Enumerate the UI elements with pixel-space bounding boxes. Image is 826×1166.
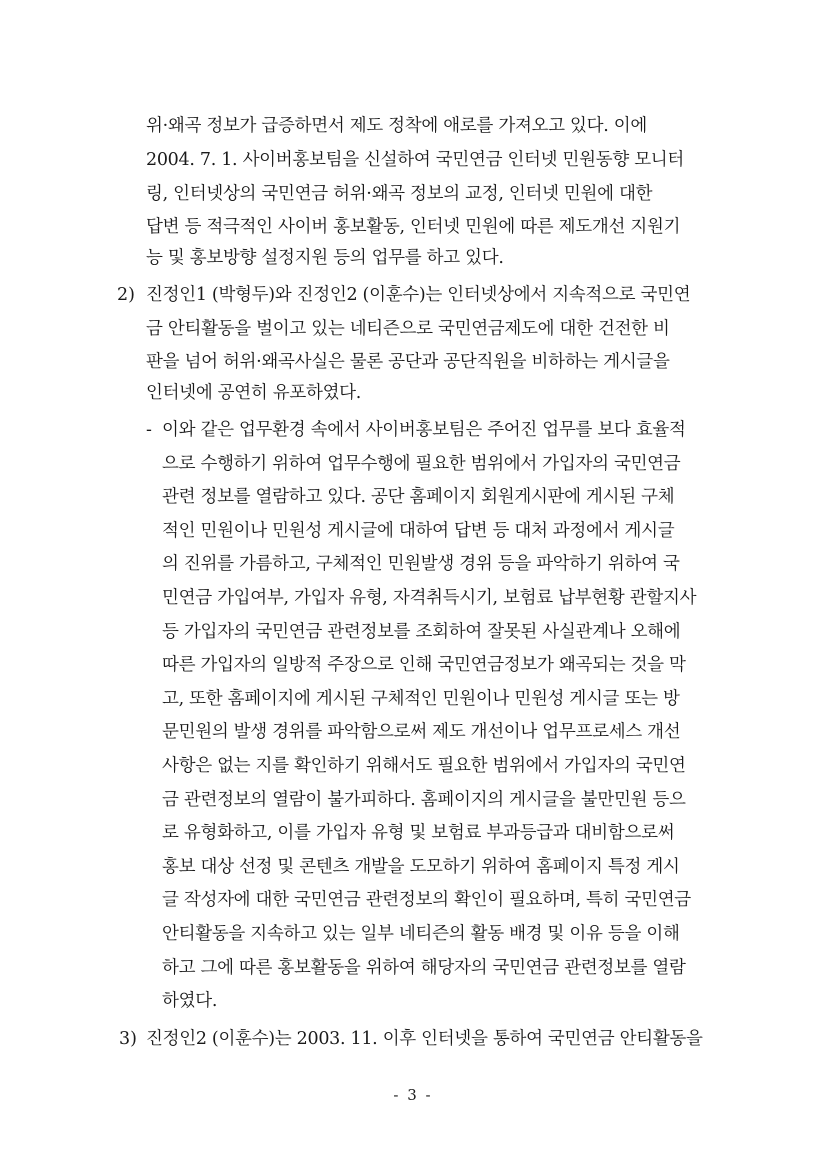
sub-item-line: 하였다. [162,991,218,1011]
paragraph-1-line: 링, 인터넷상의 국민연금 허위·왜곡 정보의 교정, 인터넷 민원에 대한 [146,184,653,204]
sub-item-line: 이와 같은 업무환경 속에서 사이버홍보팀은 주어진 업무를 보다 효율적 [162,420,686,440]
sub-item-dash: - [146,420,152,440]
sub-item-line: 안티활동을 지속하고 있는 일부 네티즌의 활동 배경 및 이유 등을 이해 [162,924,680,944]
sub-item-line: 글 작성자에 대한 국민연금 관련정보의 확인이 필요하며, 특히 국민연금 [162,890,691,910]
item-2-label: 2) [117,285,135,305]
sub-item-line: 적인 민원이나 민원성 게시글에 대하여 답변 등 대처 과정에서 게시글 [162,521,675,541]
sub-item-line: 금 관련정보의 열람이 불가피하다. 홈페이지의 게시글을 불만민원 등으 [162,790,686,810]
sub-item-line: 사항은 없는 지를 확인하기 위해서도 필요한 범위에서 가입자의 국민연 [162,756,686,776]
sub-item-line: 관련 정보를 열람하고 있다. 공단 홈페이지 회원게시판에 게시된 구체 [162,487,675,507]
paragraph-1-line: 위·왜곡 정보가 급증하면서 제도 정착에 애로를 가져오고 있다. 이에 [146,116,647,136]
sub-item-line: 고, 또한 홈페이지에 게시된 구체적인 민원이나 민원성 게시글 또는 방 [162,689,680,709]
sub-item-line: 의 진위를 가름하고, 구체적인 민원발생 경위 등을 파악하기 위하여 국 [162,554,680,574]
sub-item-line: 하고 그에 따른 홍보활동을 위하여 해당자의 국민연금 관련정보를 열람 [162,958,686,978]
paragraph-1-line: 2004. 7. 1. 사이버홍보팀을 신설하여 국민연금 인터넷 민원동향 모니터 [146,150,685,170]
sub-item-line: 따른 가입자의 일방적 주장으로 인해 국민연금정보가 왜곡되는 것을 막 [162,655,686,675]
item-2-line: 진정인1 (박형두)와 진정인2 (이훈수)는 인터넷상에서 지속적으로 국민연 [146,285,691,305]
sub-item-line: 민연금 가입여부, 가입자 유형, 자격취득시기, 보험료 납부현황 관할지사 [162,588,697,608]
sub-item-line: 로 유형화하고, 이를 가입자 유형 및 보험료 부과등급과 대비함으로써 [162,823,675,843]
sub-item-line: 으로 수행하기 위하여 업무수행에 필요한 범위에서 가입자의 국민연금 [162,454,681,474]
paragraph-1-line: 능 및 홍보방향 설정지원 등의 업무를 하고 있다. [146,248,504,268]
page-number: - 3 - [393,1086,433,1104]
item-3-line: 진정인2 (이훈수)는 2003. 11. 이후 인터넷을 통하여 국민연금 안티활동을 [146,1029,703,1049]
sub-item-line: 등 가입자의 국민연금 관련정보를 조회하여 잘못된 사실관계나 오해에 [162,622,681,642]
sub-item-line: 문민원의 발생 경위를 파악함으로써 제도 개선이나 업무프로세스 개선 [162,722,681,742]
item-2-line: 금 안티활동을 벌이고 있는 네티즌으로 국민연금제도에 대한 건전한 비 [146,319,670,339]
paragraph-1-line: 답변 등 적극적인 사이버 홍보활동, 인터넷 민원에 따른 제도개선 지원기 [146,217,681,237]
item-3-label: 3) [119,1029,137,1049]
item-2-line: 인터넷에 공연히 유포하였다. [146,383,362,403]
sub-item-line: 홍보 대상 선정 및 콘텐츠 개발을 도모하기 위하여 홈페이지 특정 게시 [162,857,680,877]
item-2-line: 판을 넘어 허위·왜곡사실은 물론 공단과 공단직원을 비하하는 게시글을 [146,352,670,372]
